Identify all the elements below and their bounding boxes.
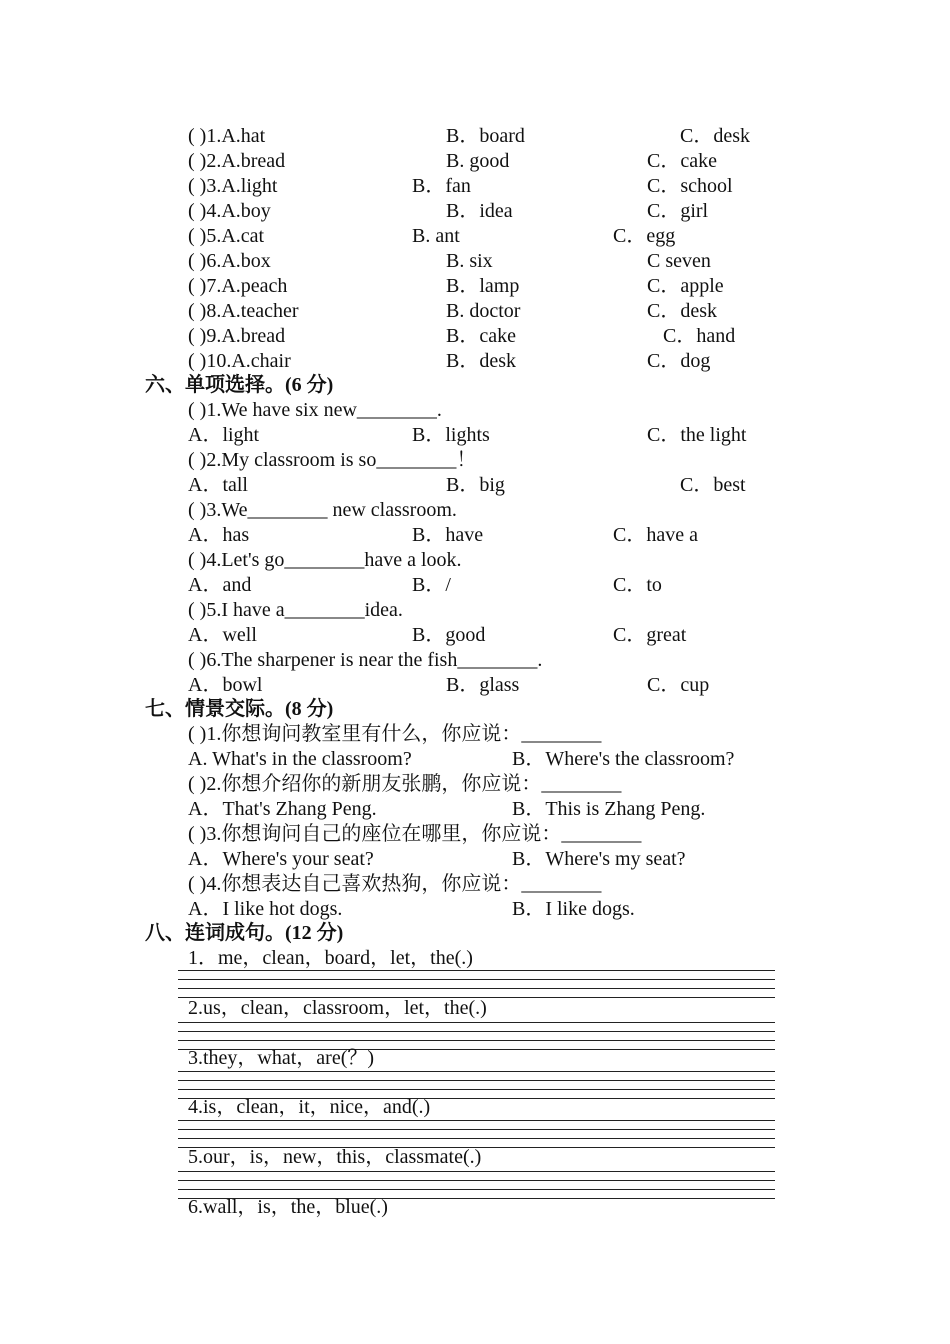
s6-item-5-option-b: B．good xyxy=(412,624,486,646)
answer-line xyxy=(178,979,775,980)
answer-line xyxy=(178,1031,775,1032)
s7-item-4-question-row xyxy=(0,872,950,897)
s6-item-3-options xyxy=(0,523,950,548)
s7-item-2-question-row xyxy=(0,772,950,797)
s6-item-1-options xyxy=(0,423,950,448)
answer-line xyxy=(178,1120,775,1121)
s5-item-7 xyxy=(0,274,950,299)
s5-item-2-question: ( )2.A.bread xyxy=(188,150,286,172)
s7-item-3-options xyxy=(0,847,950,872)
s5-item-5-option-c: C．egg xyxy=(613,225,676,247)
s5-item-9-option-c: C．hand xyxy=(663,325,736,347)
section8-title: 八、连词成句。(12 分) xyxy=(145,922,344,944)
s7-item-4-option-a: A．I like hot dogs. xyxy=(188,898,343,920)
s8-item-1 xyxy=(0,946,950,971)
s5-item-5-option-b: B. ant xyxy=(412,225,460,247)
s5-item-10-option-c: C．dog xyxy=(647,350,711,372)
s7-item-4-question: ( )4.你想表达自己喜欢热狗，你应说：________ xyxy=(188,873,602,895)
s6-item-4-option-c: C．to xyxy=(613,574,662,596)
s6-item-6-option-b: B．glass xyxy=(446,674,520,696)
answer-line xyxy=(178,988,775,989)
s6-item-3-question-row xyxy=(0,498,950,523)
s7-item-3-question: ( )3.你想询问自己的座位在哪里，你应说：________ xyxy=(188,823,642,845)
answer-line xyxy=(178,1189,775,1190)
answer-line xyxy=(178,1022,775,1023)
s5-item-8-question: ( )8.A.teacher xyxy=(188,300,299,322)
s5-item-6 xyxy=(0,249,950,274)
s6-item-2-question-row xyxy=(0,448,950,473)
section7-title: 七、情景交际。(8 分) xyxy=(145,698,334,720)
s7-item-3-question-row xyxy=(0,822,950,847)
s6-item-5-question-row xyxy=(0,598,950,623)
answer-line xyxy=(178,1080,775,1081)
s5-item-9-option-b: B．cake xyxy=(446,325,516,347)
s6-item-2-options xyxy=(0,473,950,498)
s8-item-6 xyxy=(0,1195,950,1220)
s5-item-7-option-b: B．lamp xyxy=(446,275,520,297)
s5-item-4 xyxy=(0,199,950,224)
s6-item-4-option-b: B．/ xyxy=(412,574,451,596)
s8-item-1-prompt: 1．me，clean，board，let，the(.) xyxy=(188,947,473,969)
s7-item-1-options xyxy=(0,747,950,772)
s7-item-1-question: ( )1.你想询问教室里有什么，你应说：________ xyxy=(188,723,602,745)
answer-line xyxy=(178,1180,775,1181)
s6-item-1-question-row xyxy=(0,398,950,423)
s6-item-4-question: ( )4.Let's go________have a look. xyxy=(188,549,462,571)
s5-item-8-option-c: C．desk xyxy=(647,300,717,322)
answer-line xyxy=(178,1089,775,1090)
s6-item-6-question-row xyxy=(0,648,950,673)
s5-item-3 xyxy=(0,174,950,199)
s5-item-2-option-c: C．cake xyxy=(647,150,717,172)
answer-line xyxy=(178,1040,775,1041)
s5-item-3-option-c: C．school xyxy=(647,175,733,197)
s8-item-5-prompt: 5.our，is，new，this，classmate(.) xyxy=(188,1146,482,1168)
s6-item-5-option-a: A．well xyxy=(188,624,257,646)
s6-item-3-option-b: B．have xyxy=(412,524,484,546)
s5-item-1-question: ( )1.A.hat xyxy=(188,125,266,147)
s6-item-2-option-a: A．tall xyxy=(188,474,248,496)
s8-item-4 xyxy=(0,1095,950,1120)
s5-item-9 xyxy=(0,324,950,349)
s6-item-3-option-c: C．have a xyxy=(613,524,698,546)
s7-item-4-option-b: B．I like dogs. xyxy=(512,898,635,920)
s7-item-1-option-a: A. What's in the classroom? xyxy=(188,748,412,770)
s5-item-2 xyxy=(0,149,950,174)
s7-item-2-option-a: A．That's Zhang Peng. xyxy=(188,798,377,820)
s6-item-5-options xyxy=(0,623,950,648)
s7-item-2-question: ( )2.你想介绍你的新朋友张鹏，你应说：________ xyxy=(188,773,622,795)
s5-item-1 xyxy=(0,124,950,149)
s6-item-2-option-b: B．big xyxy=(446,474,505,496)
s5-item-1-option-c: C．desk xyxy=(680,125,750,147)
s5-item-7-question: ( )7.A.peach xyxy=(188,275,288,297)
s8-item-2 xyxy=(0,996,950,1021)
answer-line xyxy=(178,1138,775,1139)
s6-item-5-option-c: C．great xyxy=(613,624,687,646)
s7-item-3-option-a: A．Where's your seat? xyxy=(188,848,374,870)
s5-item-4-question: ( )4.A.boy xyxy=(188,200,271,222)
s7-item-3-option-b: B．Where's my seat? xyxy=(512,848,686,870)
s5-item-9-question: ( )9.A.bread xyxy=(188,325,286,347)
s6-item-2-question: ( )2.My classroom is so________！ xyxy=(188,449,477,471)
s5-item-8 xyxy=(0,299,950,324)
s8-item-4-prompt: 4.is，clean，it，nice，and(.) xyxy=(188,1096,431,1118)
s6-item-6-option-c: C．cup xyxy=(647,674,710,696)
s5-item-5 xyxy=(0,224,950,249)
answer-line xyxy=(178,970,775,971)
s5-item-4-option-c: C．girl xyxy=(647,200,709,222)
s6-item-4-question-row xyxy=(0,548,950,573)
s5-item-10 xyxy=(0,349,950,374)
answer-line xyxy=(178,1129,775,1130)
s5-item-6-option-b: B. six xyxy=(446,250,493,272)
s5-item-4-option-b: B．idea xyxy=(446,200,513,222)
s7-item-1-question-row xyxy=(0,722,950,747)
s8-item-6-prompt: 6.wall，is，the，blue(.) xyxy=(188,1196,388,1218)
s7-item-2-option-b: B．This is Zhang Peng. xyxy=(512,798,706,820)
s5-item-10-question: ( )10.A.chair xyxy=(188,350,291,372)
answer-line xyxy=(178,1071,775,1072)
s5-item-8-option-b: B. doctor xyxy=(446,300,521,322)
s5-item-2-option-b: B. good xyxy=(446,150,510,172)
s6-item-5-question: ( )5.I have a________idea. xyxy=(188,599,403,621)
s6-item-2-option-c: C．best xyxy=(680,474,746,496)
s8-item-5 xyxy=(0,1145,950,1170)
answer-line xyxy=(178,1171,775,1172)
s5-item-1-option-b: B．board xyxy=(446,125,525,147)
s5-item-3-option-b: B．fan xyxy=(412,175,471,197)
s8-item-2-prompt: 2.us，clean，classroom，let，the(.) xyxy=(188,997,487,1019)
s6-item-1-option-b: B．lights xyxy=(412,424,490,446)
s5-item-5-question: ( )5.A.cat xyxy=(188,225,265,247)
s6-item-3-question: ( )3.We________ new classroom. xyxy=(188,499,457,521)
s6-item-4-options xyxy=(0,573,950,598)
s6-item-1-option-a: A．light xyxy=(188,424,260,446)
s7-item-1-option-b: B．Where's the classroom? xyxy=(512,748,735,770)
s6-item-3-option-a: A．has xyxy=(188,524,250,546)
s8-item-3 xyxy=(0,1046,950,1071)
s5-item-7-option-c: C．apple xyxy=(647,275,724,297)
s5-item-3-question: ( )3.A.light xyxy=(188,175,278,197)
s6-item-4-option-a: A．and xyxy=(188,574,252,596)
s6-item-1-question: ( )1.We have six new________. xyxy=(188,399,442,421)
s5-item-6-question: ( )6.A.box xyxy=(188,250,271,272)
s5-item-10-option-b: B．desk xyxy=(446,350,516,372)
s7-item-4-options xyxy=(0,897,950,922)
s6-item-6-option-a: A．bowl xyxy=(188,674,263,696)
section6-title: 六、单项选择。(6 分) xyxy=(145,374,334,396)
s8-item-3-prompt: 3.they，what，are(？) xyxy=(188,1047,375,1069)
s7-item-2-options xyxy=(0,797,950,822)
s6-item-6-options xyxy=(0,673,950,698)
s6-item-6-question: ( )6.The sharpener is near the fish________. xyxy=(188,649,543,671)
s6-item-1-option-c: C．the light xyxy=(647,424,747,446)
s5-item-6-option-c: C seven xyxy=(647,250,711,272)
